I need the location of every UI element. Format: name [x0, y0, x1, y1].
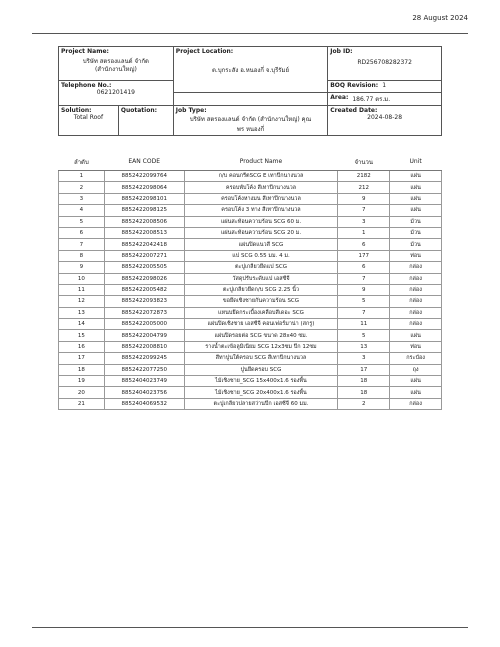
col-header-ean: EAN CODE	[104, 153, 184, 171]
job-id-cell	[328, 47, 442, 81]
row-product: ครอบโค้ง 3 ทาง สีเทาปีกนางนวล	[184, 205, 338, 216]
row-index: 8	[59, 250, 105, 261]
table-row	[59, 296, 442, 307]
row-index: 18	[59, 364, 105, 375]
row-qty: 1	[338, 227, 390, 238]
row-product: รางน้ำตะเข้อลูมิเนียม SCG 12x3ซม ปีก 12ซม	[184, 341, 338, 352]
row-index: 19	[59, 376, 105, 387]
solution-cell	[59, 106, 119, 136]
area-value: 186.77 ตร.ม.	[352, 96, 391, 103]
table-row	[59, 387, 442, 398]
row-index: 3	[59, 193, 105, 204]
row-ean: 8852422099764	[104, 171, 184, 182]
boq-revision-value: 1	[382, 82, 387, 89]
row-product: วัสดุปรับระดับแป เอสซีจี	[184, 273, 338, 284]
row-qty: 5	[338, 330, 390, 341]
row-unit: แผ่น	[390, 182, 442, 193]
row-product: แผ่นปิดเชิงชาย เอสซีจี คอนเฟอร์มาน่า (สกรู)	[184, 319, 338, 330]
job-id-value: RD256708282372	[357, 59, 412, 66]
row-product: แป SCG 0.55 มม. 4 ม.	[184, 250, 338, 261]
job-type-cell	[173, 106, 327, 136]
row-unit: กล่อง	[390, 398, 442, 409]
row-ean: 8852404023749	[104, 376, 184, 387]
row-index: 14	[59, 319, 105, 330]
report-date: 28 August 2024	[412, 14, 468, 22]
row-product: แผ่นสะท้อนความร้อน SCG 60 ม.	[184, 216, 338, 227]
col-header-product: Product Name	[184, 153, 338, 171]
row-qty: 18	[338, 376, 390, 387]
row-unit: กล่อง	[390, 284, 442, 295]
table-row	[59, 171, 442, 182]
row-qty: 7	[338, 273, 390, 284]
row-ean: 8852422072873	[104, 307, 184, 318]
row-ean: 8852422093823	[104, 296, 184, 307]
col-header-index: ลำดับ	[59, 153, 105, 171]
telephone-cell	[59, 81, 174, 106]
table-row	[59, 353, 442, 364]
row-product: ขอยึดเชิงชายกันความร้อน SCG	[184, 296, 338, 307]
project-location-cell	[173, 47, 327, 93]
top-divider	[32, 33, 468, 34]
row-unit: ถุง	[390, 364, 442, 375]
row-index: 17	[59, 353, 105, 364]
boq-items-body	[59, 171, 442, 410]
row-qty: 17	[338, 364, 390, 375]
row-product: ตะปูเกลียวยึดแป SCG	[184, 262, 338, 273]
telephone-value: 0621201419	[96, 89, 135, 96]
row-qty: 11	[338, 319, 390, 330]
table-row	[59, 250, 442, 261]
table-row	[59, 376, 442, 387]
boq-items-table	[58, 153, 442, 410]
created-date-value: 2024-08-28	[367, 114, 403, 121]
table-row	[59, 284, 442, 295]
row-ean: 8852422098125	[104, 205, 184, 216]
row-index: 11	[59, 284, 105, 295]
row-qty: 2182	[338, 171, 390, 182]
table-row	[59, 307, 442, 318]
row-product: ไม้เชิงชาย_SCG 15x400x1.6 รองพื้น	[184, 376, 338, 387]
table-row	[59, 330, 442, 341]
table-row	[59, 341, 442, 352]
table-row	[59, 273, 442, 284]
row-unit: กล่อง	[390, 319, 442, 330]
row-ean: 8852422008810	[104, 341, 184, 352]
row-ean: 8852404023756	[104, 387, 184, 398]
col-header-unit: Unit	[390, 153, 442, 171]
row-ean: 8852422005000	[104, 319, 184, 330]
row-index: 7	[59, 239, 105, 250]
project-info-table	[58, 46, 442, 136]
row-ean: 8852422098026	[104, 273, 184, 284]
col-header-qty: จำนวน	[338, 153, 390, 171]
row-unit: ม้วน	[390, 216, 442, 227]
row-index: 9	[59, 262, 105, 273]
row-product: แผ่นสะท้อนความร้อน SCG 20 ม.	[184, 227, 338, 238]
table-row	[59, 205, 442, 216]
row-unit: กล่อง	[390, 296, 442, 307]
row-index: 16	[59, 341, 105, 352]
row-index: 12	[59, 296, 105, 307]
row-ean: 8852422008513	[104, 227, 184, 238]
row-qty: 18	[338, 387, 390, 398]
row-unit: ท่อน	[390, 250, 442, 261]
row-qty: 177	[338, 250, 390, 261]
table-row	[59, 319, 442, 330]
row-qty: 13	[338, 341, 390, 352]
table-row	[59, 398, 442, 409]
area-label: Area:	[330, 94, 349, 101]
row-qty: 3	[338, 353, 390, 364]
row-product: แผ่นปิดแนวสี SCG	[184, 239, 338, 250]
row-qty: 3	[338, 216, 390, 227]
job-id-label: Job ID:	[330, 48, 353, 55]
created-date-cell	[328, 106, 442, 136]
row-unit: กล่อง	[390, 273, 442, 284]
location-spacer	[173, 93, 327, 106]
row-product: ครอบพับโค้ง สีเทาปีกนางนวล	[184, 182, 338, 193]
row-index: 15	[59, 330, 105, 341]
project-name-cell	[59, 47, 174, 81]
row-unit: แผ่น	[390, 171, 442, 182]
row-unit: ม้วน	[390, 227, 442, 238]
project-name-line2: (สำนักงานใหญ่)	[94, 66, 137, 74]
row-ean: 8852422077250	[104, 364, 184, 375]
row-ean: 8852422042418	[104, 239, 184, 250]
project-location-label: Project Location:	[175, 48, 234, 55]
table-row	[59, 364, 442, 375]
table-row	[59, 182, 442, 193]
row-index: 21	[59, 398, 105, 409]
boq-revision-cell	[328, 81, 442, 93]
project-name-label: Project Name:	[61, 48, 109, 55]
row-qty: 5	[338, 296, 390, 307]
area-cell	[328, 93, 442, 106]
row-unit: กระป๋อง	[390, 353, 442, 364]
row-qty: 212	[338, 182, 390, 193]
row-ean: 8852422005482	[104, 284, 184, 295]
row-product: แผ่นปิดรอยต่อ SCG ขนาด 28x40 ซม.	[184, 330, 338, 341]
solution-label: Solution:	[61, 107, 92, 114]
created-date-label: Created Date:	[330, 107, 378, 114]
table-row	[59, 262, 442, 273]
row-unit: กล่อง	[390, 307, 442, 318]
row-ean: 8852422098064	[104, 182, 184, 193]
job-type-line1: บริษัท สตรองแลนด์ จำกัด (สำนักงานใหญ่) คุณ	[189, 116, 312, 123]
row-index: 13	[59, 307, 105, 318]
telephone-label: Telephone No.:	[61, 82, 112, 89]
row-ean: 8852422098101	[104, 193, 184, 204]
row-ean: 8852422007271	[104, 250, 184, 261]
project-name-line1: บริษัท สตรองแลนด์ จำกัด	[82, 58, 149, 65]
solution-value: Total Roof	[73, 114, 104, 121]
project-location-value: ต.บุกระสัง อ.หนองกี่ จ.บุรีรัมย์	[212, 67, 289, 74]
row-unit: แผ่น	[390, 193, 442, 204]
row-index: 10	[59, 273, 105, 284]
row-unit: แผ่น	[390, 330, 442, 341]
table-row	[59, 193, 442, 204]
row-index: 4	[59, 205, 105, 216]
row-index: 20	[59, 387, 105, 398]
row-product: สีทาปูนใต้ครอบ SCG สีเทาปีกนางนวล	[184, 353, 338, 364]
row-unit: ม้วน	[390, 239, 442, 250]
table-row	[59, 216, 442, 227]
row-index: 5	[59, 216, 105, 227]
row-ean: 8852404069532	[104, 398, 184, 409]
quotation-cell	[118, 106, 173, 136]
row-product: ปูนยึดครอบ SCG	[184, 364, 338, 375]
row-unit: แผ่น	[390, 387, 442, 398]
row-product: ครอบโค้งหางมน สีเทาปีกนางนวล	[184, 193, 338, 204]
row-qty: 7	[338, 307, 390, 318]
row-ean: 8852422004799	[104, 330, 184, 341]
job-type-line2: พร หนองกี่	[236, 126, 265, 133]
row-index: 6	[59, 227, 105, 238]
row-qty: 6	[338, 239, 390, 250]
table-row	[59, 227, 442, 238]
row-index: 2	[59, 182, 105, 193]
row-ean: 8852422099245	[104, 353, 184, 364]
row-qty: 9	[338, 193, 390, 204]
row-product: ตะปูเกลียวปลายสว่านปีก เอสซีจี 60 มม.	[184, 398, 338, 409]
row-qty: 9	[338, 284, 390, 295]
row-qty: 2	[338, 398, 390, 409]
row-unit: กล่อง	[390, 262, 442, 273]
row-ean: 8852422008506	[104, 216, 184, 227]
row-unit: แผ่น	[390, 376, 442, 387]
row-qty: 7	[338, 205, 390, 216]
row-index: 1	[59, 171, 105, 182]
row-product: ตะปูเกลียวยึดก/บ SCG 2.25 นิ้ว	[184, 284, 338, 295]
row-product: ก/บ คอนกรีตSCG E เทาปีกนางนวล	[184, 171, 338, 182]
row-qty: 6	[338, 262, 390, 273]
row-product: แหนบยึดกระเบื้องเคลือบสีเดอะ SCG	[184, 307, 338, 318]
row-unit: แผ่น	[390, 205, 442, 216]
row-ean: 8852422005505	[104, 262, 184, 273]
quotation-label: Quotation:	[120, 107, 158, 114]
job-type-label: Job Type:	[175, 107, 207, 114]
row-product: ไม้เชิงชาย_SCG 20x400x1.6 รองพื้น	[184, 387, 338, 398]
boq-revision-label: BOQ Revision:	[330, 82, 379, 89]
table-row	[59, 239, 442, 250]
row-unit: ท่อน	[390, 341, 442, 352]
bottom-divider	[32, 627, 468, 628]
